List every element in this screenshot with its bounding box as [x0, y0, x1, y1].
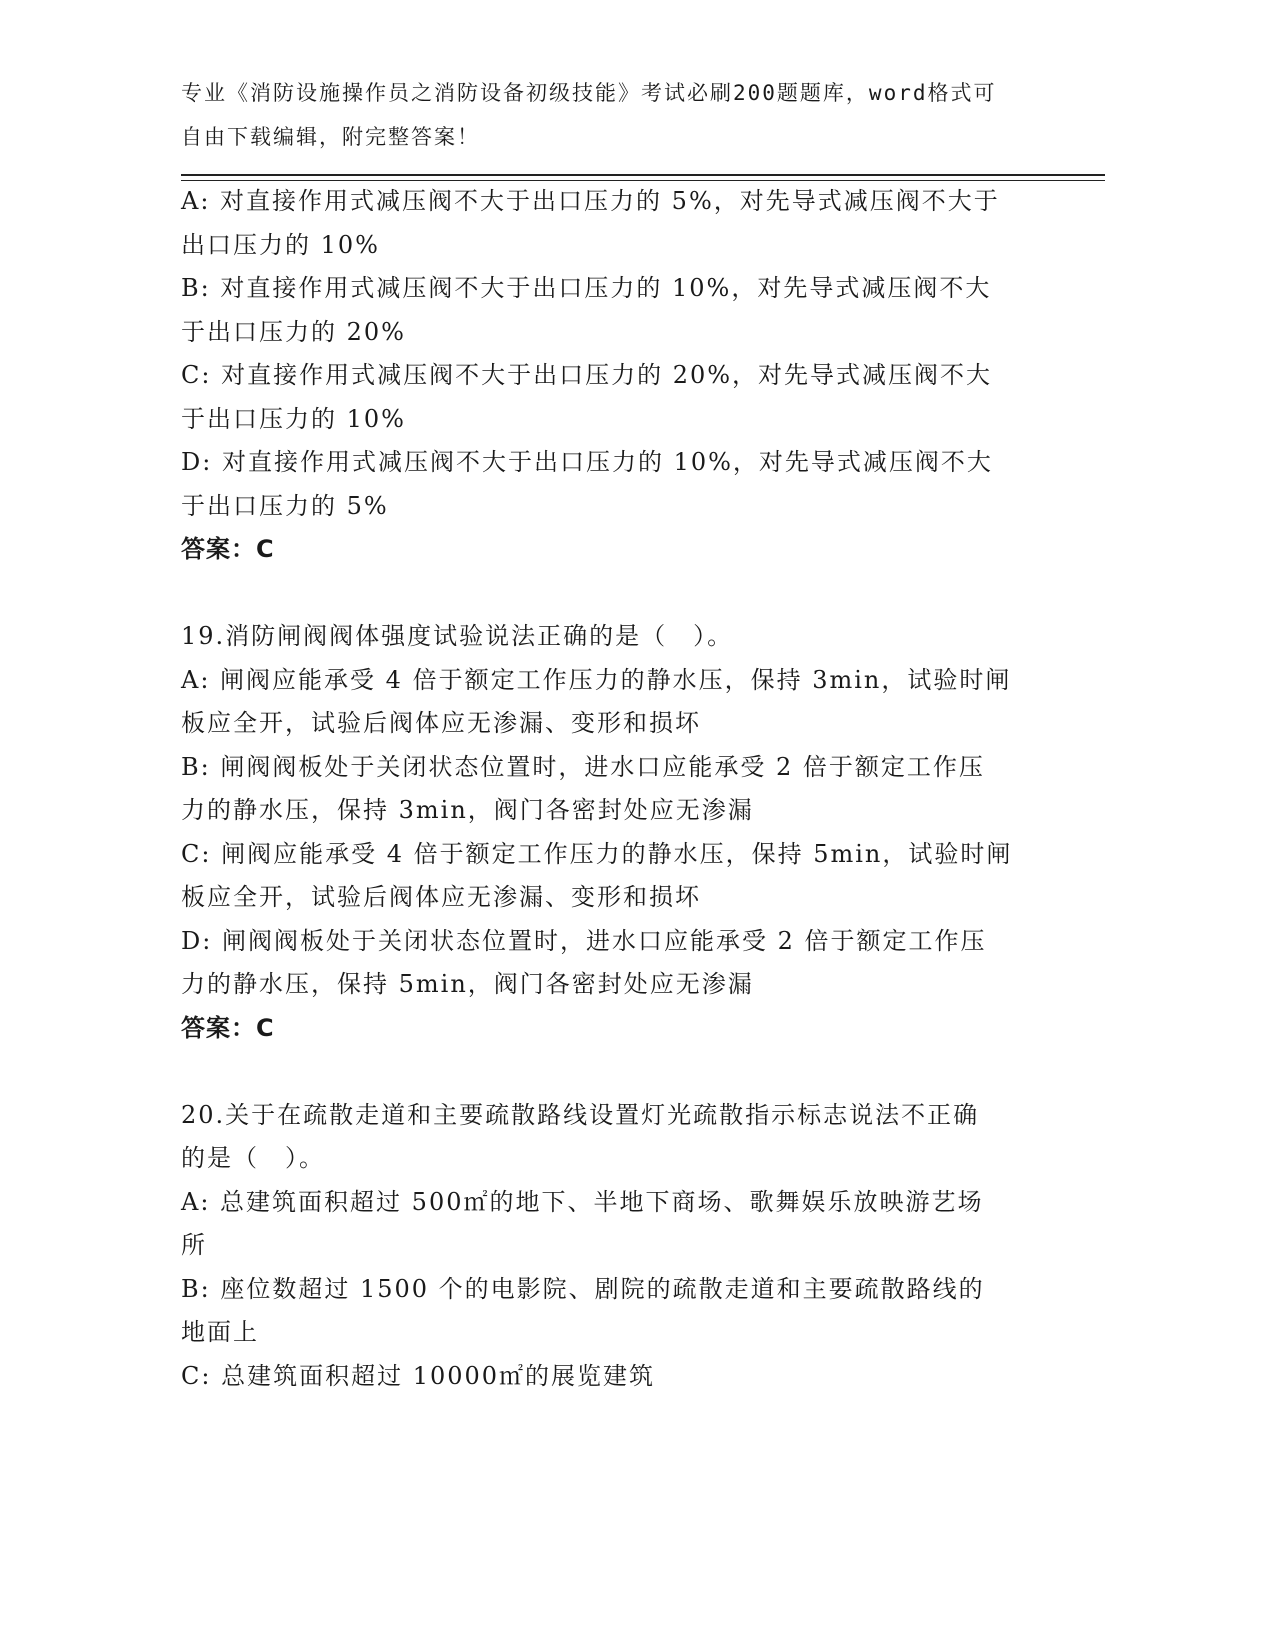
- question-20: [181, 1094, 1061, 1399]
- answer-19: 答案：C: [181, 1013, 275, 1042]
- question-spacer: [181, 572, 1061, 616]
- option-a-line-2: 出口压力的 10%: [181, 230, 380, 259]
- question-19: [181, 615, 1061, 1050]
- option-b-line-2: 于出口压力的 20%: [181, 317, 406, 346]
- option-d-line-1: D: 对直接作用式减压阀不大于出口压力的 10%，对先导式减压阀不大: [181, 448, 993, 476]
- option-c-line-1: C: 总建筑面积超过 10000㎡的展览建筑: [181, 1361, 656, 1390]
- document-header: [181, 72, 1061, 159]
- option-b-line-1: B: 座位数超过 1500 个的电影院、剧院的疏散走道和主要疏散路线的: [181, 1274, 985, 1303]
- option-a-line-1: A: 对直接作用式减压阀不大于出口压力的 5%，对先导式减压阀不大于: [181, 187, 1000, 215]
- header-line-2: 自由下载编辑，附完整答案！: [181, 124, 480, 149]
- question-18-options: [181, 180, 1061, 572]
- option-a-line-1: A: 闸阀应能承受 4 倍于额定工作压力的静水压，保持 3min，试验时闸: [181, 665, 1012, 694]
- option-d-line-2: 力的静水压，保持 5min，阀门各密封处应无渗漏: [181, 970, 754, 998]
- option-b-line-1: B: 对直接作用式减压阀不大于出口压力的 10%，对先导式减压阀不大: [181, 274, 992, 302]
- question-19-text: 19.消防闸阀阀体强度试验说法正确的是（ ）。: [181, 622, 734, 650]
- header-line-1: 专业《消防设施操作员之消防设备初级技能》考试必刷200题题库，word格式可: [181, 81, 997, 105]
- option-a-line-2: 所: [181, 1231, 207, 1259]
- option-b-line-2: 力的静水压，保持 3min，阀门各密封处应无渗漏: [181, 796, 754, 824]
- question-20-text-line-1: 20.关于在疏散走道和主要疏散路线设置灯光疏散指示标志说法不正确: [181, 1100, 980, 1129]
- option-c-line-1: C: 闸阀应能承受 4 倍于额定工作压力的静水压，保持 5min，试验时闸: [181, 839, 1013, 868]
- option-a-line-2: 板应全开，试验后阀体应无渗漏、变形和损坏: [181, 709, 701, 737]
- header-divider-thick: [181, 174, 1105, 176]
- option-c-line-2: 于出口压力的 10%: [181, 404, 406, 433]
- option-c-line-2: 板应全开，试验后阀体应无渗漏、变形和损坏: [181, 883, 701, 911]
- answer-18: 答案：C: [181, 535, 275, 563]
- option-d-line-2: 于出口压力的 5%: [181, 491, 389, 520]
- option-b-line-1: B: 闸阀阀板处于关闭状态位置时，进水口应能承受 2 倍于额定工作压: [181, 752, 985, 781]
- option-d-line-1: D: 闸阀阀板处于关闭状态位置时，进水口应能承受 2 倍于额定工作压: [181, 926, 987, 955]
- question-spacer: [181, 1050, 1061, 1094]
- question-20-text-line-2: 的是（ ）。: [181, 1144, 325, 1172]
- document-body: [181, 180, 1061, 1398]
- option-c-line-1: C: 对直接作用式减压阀不大于出口压力的 20%，对先导式减压阀不大: [181, 361, 993, 389]
- option-a-line-1: A: 总建筑面积超过 500㎡的地下、半地下商场、歌舞娱乐放映游艺场: [181, 1187, 984, 1216]
- option-b-line-2: 地面上: [181, 1318, 259, 1346]
